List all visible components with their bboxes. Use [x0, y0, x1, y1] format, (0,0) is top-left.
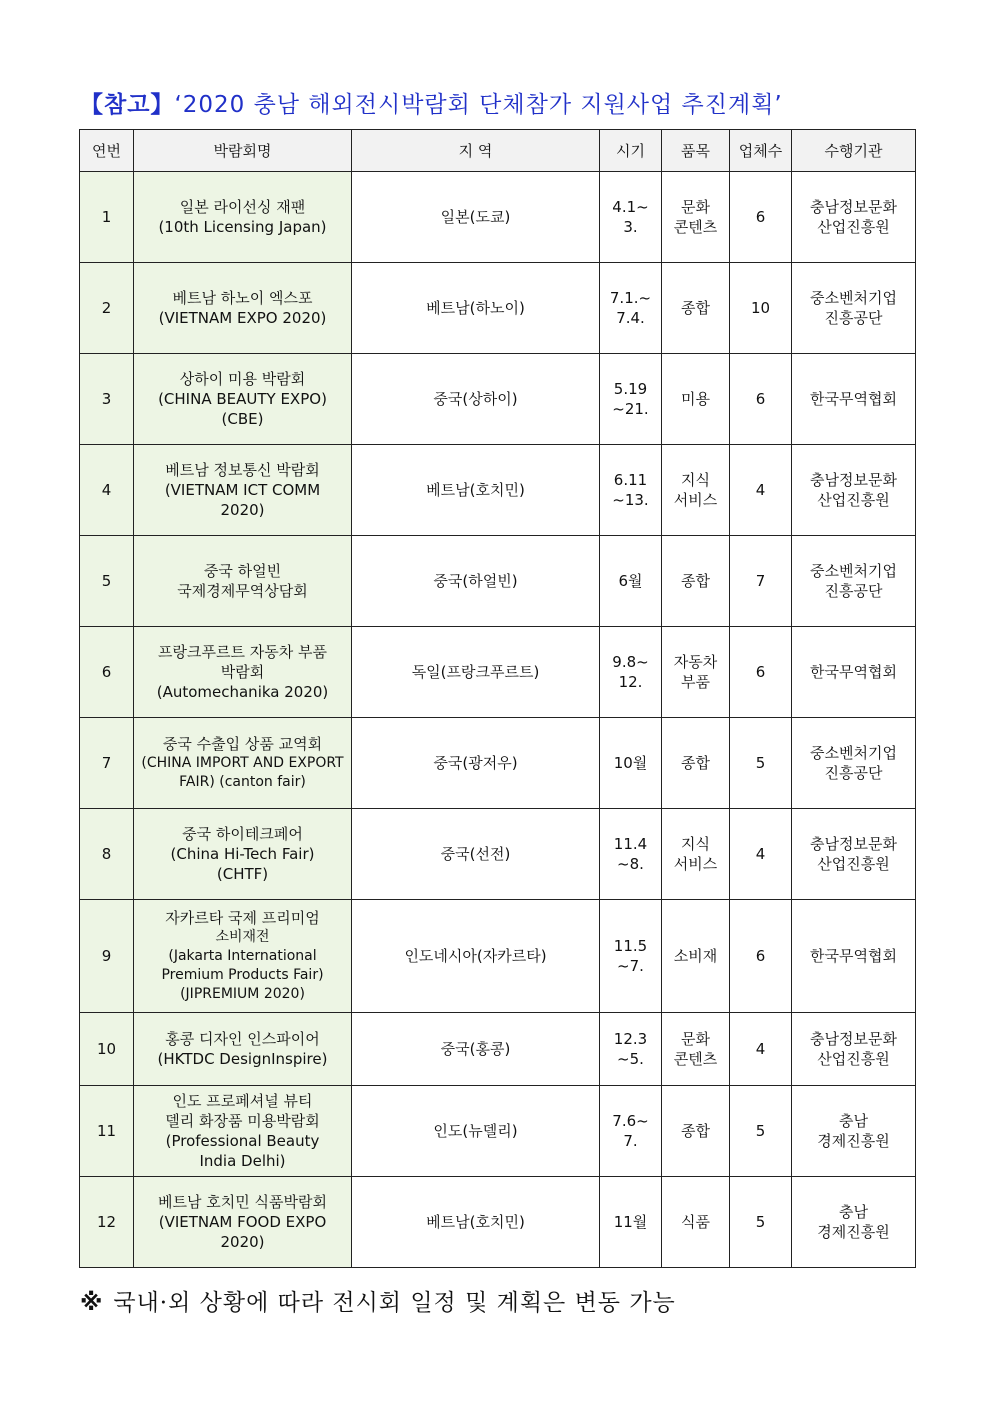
- exhibition-name-line: 국제경제무역상담회: [177, 582, 308, 600]
- agency-line: 중소벤처기업: [810, 289, 897, 307]
- period-line: 3.: [623, 218, 638, 236]
- agency: [792, 1086, 916, 1177]
- item-category: [662, 536, 730, 627]
- period-line: 12.3: [613, 1030, 648, 1048]
- exhibition-name-line: 소비재전: [215, 929, 270, 945]
- item-category: [662, 354, 730, 445]
- agency-line: 중소벤처기업: [810, 562, 897, 580]
- row-number: 11: [80, 1086, 134, 1177]
- exhibition-name-line: 중국 하얼빈: [203, 562, 282, 580]
- header-count: 업체수: [730, 130, 792, 172]
- exhibition-name-line: 델리 화장품 미용박람회: [165, 1112, 320, 1130]
- row-number: 9: [80, 900, 134, 1013]
- item-category-line: 종합: [681, 1122, 710, 1140]
- item-category: [662, 1086, 730, 1177]
- exhibition-name-line: 인도 프로페셔널 뷰티: [172, 1092, 313, 1110]
- item-category: [662, 172, 730, 263]
- period-line: 7.1.~: [609, 289, 652, 307]
- header-region: 지 역: [352, 130, 600, 172]
- exhibition-name-line: (CHINA IMPORT AND EXPORT: [141, 755, 344, 771]
- row-number: 1: [80, 172, 134, 263]
- exhibition-name: [134, 809, 352, 900]
- agency-line: 경제진흥원: [817, 1223, 890, 1241]
- table-body: [80, 172, 916, 1268]
- header-item: 품목: [662, 130, 730, 172]
- row-number: 10: [80, 1013, 134, 1086]
- exhibition-name-line: (VIETNAM ICT COMM: [164, 481, 321, 499]
- reference-mark-icon: ※: [80, 1290, 104, 1316]
- period-line: 11.4: [613, 835, 648, 853]
- item-category-line: 종합: [681, 754, 710, 772]
- region: 베트남(호치민): [352, 445, 600, 536]
- period: [600, 1013, 662, 1086]
- period-line: 12.: [618, 673, 643, 691]
- region: 인도(뉴델리): [352, 1086, 600, 1177]
- company-count: 7: [730, 536, 792, 627]
- agency: [792, 900, 916, 1013]
- period-line: 11.5: [613, 937, 648, 955]
- company-count: 5: [730, 1177, 792, 1268]
- company-count: 5: [730, 718, 792, 809]
- exhibition-name: [134, 718, 352, 809]
- agency-line: 산업진흥원: [817, 855, 890, 873]
- exhibition-name-line: 일본 라이선싱 재팬: [179, 198, 306, 216]
- item-category-line: 콘텐츠: [673, 218, 718, 236]
- exhibition-name-line: India Delhi): [199, 1152, 286, 1170]
- item-category-line: 소비재: [673, 947, 718, 965]
- company-count: 4: [730, 809, 792, 900]
- exhibition-name-line: 베트남 호치민 식품박람회: [158, 1193, 327, 1211]
- period-line: ~13.: [612, 491, 649, 509]
- exhibition-name-line: (China Hi-Tech Fair): [170, 845, 315, 863]
- row-number: 4: [80, 445, 134, 536]
- table-row: [80, 536, 916, 627]
- agency-line: 충남: [839, 1203, 868, 1221]
- row-number: 7: [80, 718, 134, 809]
- period: [600, 627, 662, 718]
- agency-line: 산업진흥원: [817, 491, 890, 509]
- footnote-text: 국내·외 상황에 따라 전시회 일정 및 계획은 변동 가능: [113, 1290, 676, 1316]
- period-line: ~8.: [617, 855, 644, 873]
- row-number: 12: [80, 1177, 134, 1268]
- period: [600, 172, 662, 263]
- exhibition-name-line: 프랑크푸르트 자동차 부품: [158, 643, 327, 661]
- exhibition-name-line: Premium Products Fair): [161, 967, 324, 983]
- exhibition-name-line: (VIETNAM EXPO 2020): [158, 309, 327, 327]
- exhibition-name-line: 중국 하이테크페어: [182, 825, 303, 843]
- agency-line: 중소벤처기업: [810, 744, 897, 762]
- exhibition-name-line: 베트남 하노이 엑스포: [172, 289, 313, 307]
- title-text: ‘2020 충남 해외전시박람회 단체참가 지원사업 추진계획’: [174, 92, 783, 118]
- row-number: 6: [80, 627, 134, 718]
- period-line: ~21.: [612, 400, 649, 418]
- agency: [792, 172, 916, 263]
- company-count: 5: [730, 1086, 792, 1177]
- item-category-line: 문화: [681, 198, 710, 216]
- exhibition-name-line: (CBE): [221, 410, 264, 428]
- table-row: [80, 1013, 916, 1086]
- exhibition-name: [134, 900, 352, 1013]
- period: [600, 1086, 662, 1177]
- period-line: 7.6~: [612, 1112, 649, 1130]
- period: [600, 445, 662, 536]
- row-number: 3: [80, 354, 134, 445]
- item-category-line: 콘텐츠: [673, 1050, 718, 1068]
- table-row: [80, 1177, 916, 1268]
- period: [600, 263, 662, 354]
- item-category-line: 부품: [681, 673, 710, 691]
- exhibition-name-line: (CHINA BEAUTY EXPO): [158, 390, 327, 408]
- agency-line: 진흥공단: [824, 309, 883, 327]
- company-count: 10: [730, 263, 792, 354]
- footnote: [80, 1284, 676, 1317]
- agency: [792, 627, 916, 718]
- exhibition-name-line: (VIETNAM FOOD EXPO: [158, 1213, 327, 1231]
- exhibition-name-line: 자카르타 국제 프리미엄: [165, 909, 320, 927]
- period-line: ~5.: [617, 1050, 644, 1068]
- exhibition-name-line: (HKTDC DesignInspire): [157, 1050, 328, 1068]
- agency-line: 충남정보문화: [810, 835, 897, 853]
- exhibition-name-line: (JIPREMIUM 2020): [180, 986, 305, 1002]
- agency-line: 충남정보문화: [810, 471, 897, 489]
- table-row: [80, 900, 916, 1013]
- item-category-line: 미용: [681, 390, 710, 408]
- item-category-line: 종합: [681, 299, 710, 317]
- region: 독일(프랑크푸르트): [352, 627, 600, 718]
- table-row: [80, 1086, 916, 1177]
- agency-line: 충남: [839, 1112, 868, 1130]
- item-category-line: 서비스: [673, 491, 718, 509]
- agency: [792, 1013, 916, 1086]
- region: 중국(선전): [352, 809, 600, 900]
- period-line: 6.11: [613, 471, 648, 489]
- title-bracket: 【참고】: [80, 92, 175, 118]
- agency: [792, 718, 916, 809]
- exhibition-name-line: FAIR) (canton fair): [179, 774, 306, 790]
- row-number: 5: [80, 536, 134, 627]
- period: [600, 809, 662, 900]
- agency-line: 한국무역협회: [810, 390, 897, 408]
- period-line: 11월: [613, 1213, 648, 1231]
- exhibition-name: [134, 627, 352, 718]
- period-line: 7.4.: [616, 309, 645, 327]
- agency: [792, 354, 916, 445]
- table-row: [80, 354, 916, 445]
- exhibition-name: [134, 354, 352, 445]
- header-name: 박람회명: [134, 130, 352, 172]
- table-row: [80, 445, 916, 536]
- exhibition-name-line: (10th Licensing Japan): [158, 218, 327, 236]
- region: 인도네시아(자카르타): [352, 900, 600, 1013]
- exhibition-name: [134, 1086, 352, 1177]
- table-row: [80, 172, 916, 263]
- region: 베트남(호치민): [352, 1177, 600, 1268]
- header-agency: 수행기관: [792, 130, 916, 172]
- company-count: 6: [730, 627, 792, 718]
- period: [600, 536, 662, 627]
- table-header-row: [80, 130, 916, 172]
- row-number: 8: [80, 809, 134, 900]
- region: 중국(홍콩): [352, 1013, 600, 1086]
- table-row: [80, 627, 916, 718]
- item-category-line: 서비스: [673, 855, 718, 873]
- item-category: [662, 809, 730, 900]
- period-line: 9.8~: [612, 653, 649, 671]
- period: [600, 900, 662, 1013]
- region: 베트남(하노이): [352, 263, 600, 354]
- region: 일본(도쿄): [352, 172, 600, 263]
- exhibition-name: [134, 1177, 352, 1268]
- table-row: [80, 718, 916, 809]
- exhibition-name-line: 베트남 정보통신 박람회: [165, 461, 320, 479]
- period-line: 7.: [623, 1132, 638, 1150]
- agency-line: 산업진흥원: [817, 218, 890, 236]
- exhibition-name-line: (Jakarta International: [168, 948, 317, 964]
- agency: [792, 536, 916, 627]
- period: [600, 1177, 662, 1268]
- region: 중국(하얼빈): [352, 536, 600, 627]
- agency: [792, 445, 916, 536]
- agency-line: 한국무역협회: [810, 663, 897, 681]
- item-category: [662, 1013, 730, 1086]
- row-number: 2: [80, 263, 134, 354]
- period: [600, 718, 662, 809]
- item-category: [662, 900, 730, 1013]
- exhibition-name-line: 2020): [220, 1233, 265, 1251]
- item-category-line: 지식: [681, 471, 710, 489]
- exhibition-name: [134, 536, 352, 627]
- item-category: [662, 445, 730, 536]
- exhibition-name-line: (Automechanika 2020): [156, 683, 329, 701]
- agency: [792, 809, 916, 900]
- item-category: [662, 627, 730, 718]
- table-row: [80, 263, 916, 354]
- exhibition-name-line: 박람회: [220, 663, 265, 681]
- agency: [792, 1177, 916, 1268]
- item-category-line: 문화: [681, 1030, 710, 1048]
- exhibition-name-line: (Professional Beauty: [165, 1132, 320, 1150]
- region: 중국(광저우): [352, 718, 600, 809]
- company-count: 6: [730, 172, 792, 263]
- period-line: 4.1~: [612, 198, 649, 216]
- exhibition-name-line: 2020): [220, 501, 265, 519]
- document-title: [80, 86, 783, 119]
- agency-line: 진흥공단: [824, 582, 883, 600]
- agency-line: 진흥공단: [824, 764, 883, 782]
- period-line: 6월: [618, 572, 643, 590]
- agency: [792, 263, 916, 354]
- agency-line: 산업진흥원: [817, 1050, 890, 1068]
- agency-line: 충남정보문화: [810, 198, 897, 216]
- period: [600, 354, 662, 445]
- item-category-line: 지식: [681, 835, 710, 853]
- agency-line: 경제진흥원: [817, 1132, 890, 1150]
- item-category-line: 종합: [681, 572, 710, 590]
- exhibition-name-line: 홍콩 디자인 인스파이어: [165, 1030, 320, 1048]
- company-count: 4: [730, 1013, 792, 1086]
- agency-line: 한국무역협회: [810, 947, 897, 965]
- exhibition-plan-table: [79, 129, 916, 1268]
- agency-line: 충남정보문화: [810, 1030, 897, 1048]
- item-category: [662, 263, 730, 354]
- item-category: [662, 718, 730, 809]
- header-period: 시기: [600, 130, 662, 172]
- item-category-line: 자동차: [673, 653, 718, 671]
- period-line: 5.19: [613, 380, 648, 398]
- table-row: [80, 809, 916, 900]
- exhibition-name: [134, 1013, 352, 1086]
- item-category: [662, 1177, 730, 1268]
- region: 중국(상하이): [352, 354, 600, 445]
- company-count: 6: [730, 900, 792, 1013]
- period-line: 10월: [613, 754, 648, 772]
- item-category-line: 식품: [681, 1213, 710, 1231]
- exhibition-name: [134, 172, 352, 263]
- header-no: 연번: [80, 130, 134, 172]
- exhibition-name: [134, 263, 352, 354]
- period-line: ~7.: [617, 957, 644, 975]
- exhibition-name-line: (CHTF): [216, 865, 269, 883]
- company-count: 4: [730, 445, 792, 536]
- exhibition-name-line: 중국 수출입 상품 교역회: [162, 735, 323, 753]
- exhibition-name: [134, 445, 352, 536]
- exhibition-name-line: 상하이 미용 박람회: [179, 370, 306, 388]
- company-count: 6: [730, 354, 792, 445]
